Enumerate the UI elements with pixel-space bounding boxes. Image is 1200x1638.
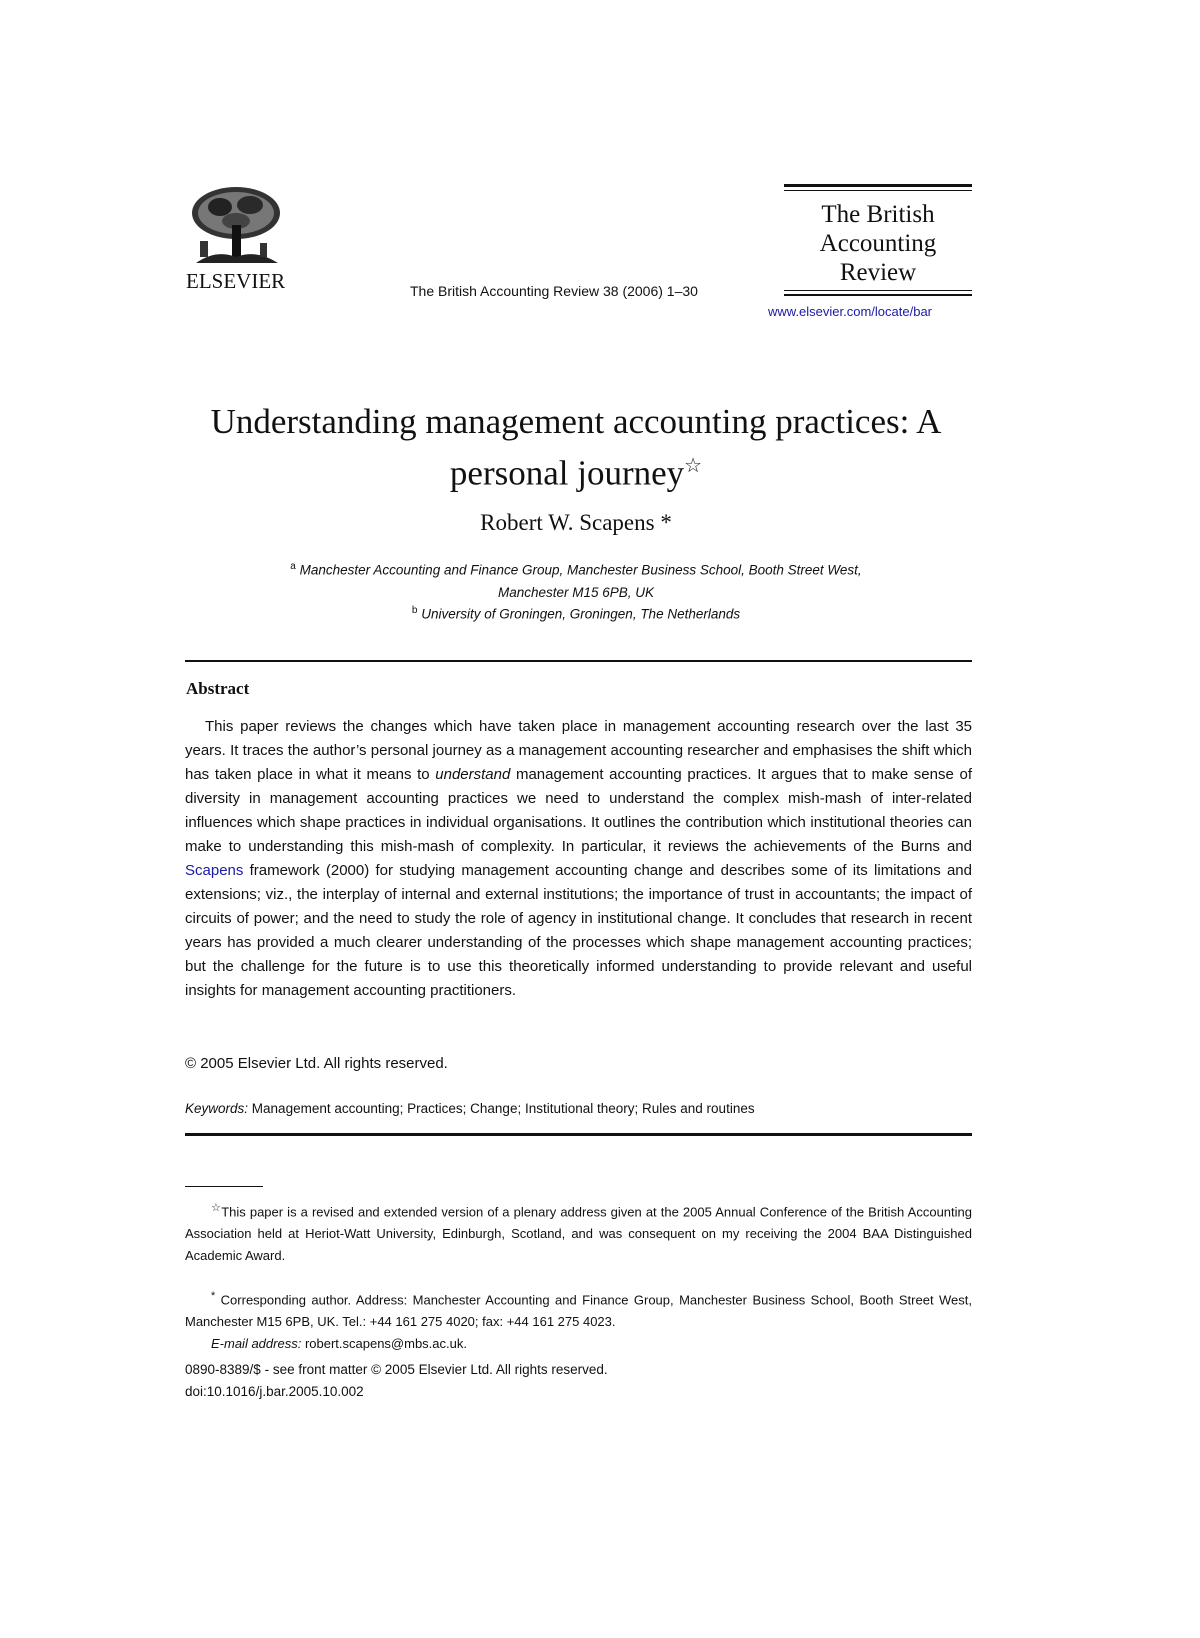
keywords — [185, 1101, 755, 1116]
elsevier-tree-emblem — [186, 185, 286, 267]
footnote-star — [185, 1197, 972, 1267]
journal-url-link[interactable]: www.elsevier.com/locate/bar — [768, 304, 933, 319]
abstract-top-rule — [185, 660, 972, 662]
keywords-text: Management accounting; Practices; Change; Institutional theory; Rules and routines — [251, 1101, 755, 1116]
author-name: Robert W. Scapens * — [480, 510, 672, 535]
affiliation-b — [180, 600, 972, 626]
front-matter-info — [185, 1359, 608, 1403]
article-title — [180, 400, 972, 496]
affiliation-a — [180, 556, 972, 604]
abstract-text: framework (2000) for studying management accounting change and describes some of its limitations and extensions; viz., the interplay of internal and external institutions; the importance of trust in accountants; the impact of circuits of power; and the need to study the role of agency in institutional change. It concludes that research in recent years has provided a much clearer understanding of the processes which shape management accounting practices; but the challenge for the future is to use this theoretically informed understanding to provide relevant and useful insights for management accounting practitioners. — [185, 862, 972, 999]
issn-line: 0890-8389/$ - see front matter © 2005 Elsevier Ltd. All rights reserved. — [185, 1362, 608, 1377]
masthead-bottom-rule-thin — [784, 290, 972, 291]
keywords-label: Keywords: — [185, 1101, 249, 1116]
journal-citation: The British Accounting Review 38 (2006) 1–30 — [410, 283, 698, 299]
footnote-corresponding — [185, 1285, 972, 1355]
journal-name-line: Review — [839, 259, 917, 286]
abstract-bottom-rule — [185, 1133, 972, 1136]
affiliation-text: Manchester M15 6PB, UK — [497, 584, 655, 600]
abstract-text: management accounting practices. It argues that to make sense of diversity in management accounting practices we need to understand the complex mish-mash of inter-related influences which shape practices in individual organisations. It outlines the contribution which institutional theories can make to understanding this mish-mash of complexity. In particular, it reviews the achievements of the Burns and — [185, 766, 972, 855]
reference-link[interactable]: Scapens — [185, 862, 244, 879]
article-title-text: Understanding management accounting practices: A personal journey — [210, 402, 942, 493]
affiliation-text: University of Groningen, Groningen, The Netherlands — [421, 606, 741, 622]
abstract-text: This paper reviews the changes which have taken place in management accounting research over the last 35 years. It traces the author’s personal journey as a management accounting researcher and emphasises the shift which has taken place in what it means to — [185, 718, 972, 783]
abstract-italic-word: understand — [435, 766, 511, 783]
doi-line[interactable]: doi:10.1016/j.bar.2005.10.002 — [185, 1384, 364, 1399]
publisher-name: ELSEVIER — [186, 269, 286, 293]
journal-name-line: Accounting — [819, 230, 937, 257]
email-address[interactable]: robert.scapens@mbs.ac.uk. — [304, 1336, 467, 1352]
masthead-top-rule — [784, 184, 972, 187]
abstract-heading: Abstract — [186, 679, 250, 698]
elsevier-logo — [186, 185, 286, 295]
footnote-separator — [185, 1186, 263, 1187]
masthead-bottom-rule — [784, 294, 972, 296]
email-label: E-mail address: — [211, 1336, 302, 1352]
affiliation-mark: a — [290, 561, 296, 572]
title-footnote-mark[interactable]: ☆ — [684, 455, 703, 477]
affiliation-text: Manchester Accounting and Finance Group, Manchester Business School, Booth Street West, — [299, 562, 862, 578]
journal-masthead — [784, 184, 972, 296]
affiliation-mark: b — [411, 605, 418, 616]
footnote-mark: * — [211, 1290, 216, 1302]
footnote-text: Corresponding author. Address: Manchester Accounting and Finance Group, Manchester Business School, Booth Street West, Manchester M15 6PB, UK. Tel.: +44 161 275 4020; fax: +44 161 275 4023. — [185, 1292, 972, 1330]
abstract-copyright: © 2005 Elsevier Ltd. All rights reserved. — [185, 1055, 448, 1072]
abstract-body — [185, 715, 972, 1003]
journal-name-line: The British — [821, 201, 935, 228]
journal-name — [784, 200, 972, 287]
footnote-text: This paper is a revised and extended version of a plenary address given at the 2005 Annual Conference of the British Accounting Association held at Heriot-Watt University, Edinburgh, Scotland, and was consequent on my receiving the 2004 BAA Distinguished Academic Award. — [185, 1204, 972, 1264]
masthead-top-rule-thin — [784, 190, 972, 191]
footnote-mark: ☆ — [211, 1202, 222, 1214]
